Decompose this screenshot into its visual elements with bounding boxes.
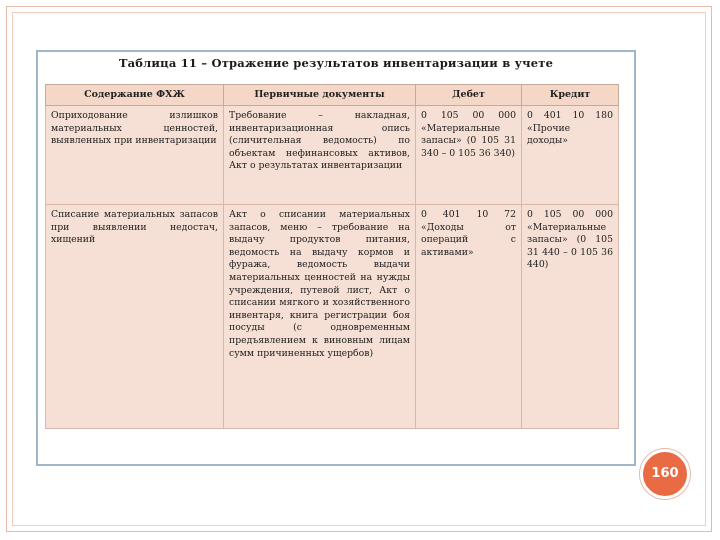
cell-documents: Акт о списании материальных запасов, меню – требование на выдачу продуктов питания, ведомость на выдачу кормов и фуража, ведомость выдачи материальных ценностей на нужды учреждения, путевой лист, Акт о списании мягкого и хозяйственного инвентаря, книга регистрации боя посуды (с одновременным предъявлением к виновным лицам сумм причиненных ущербов) bbox=[224, 205, 416, 429]
table-title: Таблица 11 – Отражение результатов инвентаризации в учете bbox=[118, 56, 554, 70]
cell-content: Списание материальных запасов при выявлении недостач, хищений bbox=[46, 205, 224, 429]
inventory-table bbox=[45, 84, 619, 429]
table-row bbox=[46, 205, 619, 429]
cell-debit: 0 105 00 000 «Материальные запасы» (0 105 31 340 – 0 105 36 340) bbox=[416, 106, 522, 205]
cell-content: Оприходование излишков материальных ценностей, выявленных при инвентаризации bbox=[46, 106, 224, 205]
table-header-row bbox=[46, 85, 619, 106]
header-documents: Первичные документы bbox=[224, 85, 416, 106]
cell-documents: Требование – накладная, инвентаризационная опись (сличительная ведомость) по объектам нефинансовых активов, Акт о результатах инвентаризации bbox=[224, 106, 416, 205]
header-content: Содержание ФХЖ bbox=[46, 85, 224, 106]
page-number-badge: 160 bbox=[640, 449, 690, 499]
header-debit: Дебет bbox=[416, 85, 522, 106]
header-credit: Кредит bbox=[522, 85, 619, 106]
cell-credit: 0 401 10 180 «Прочие доходы» bbox=[522, 106, 619, 205]
cell-credit: 0 105 00 000 «Материальные запасы» (0 105 31 440 – 0 105 36 440) bbox=[522, 205, 619, 429]
table-row bbox=[46, 106, 619, 205]
cell-debit: 0 401 10 72 «Доходы от операций с активами» bbox=[416, 205, 522, 429]
